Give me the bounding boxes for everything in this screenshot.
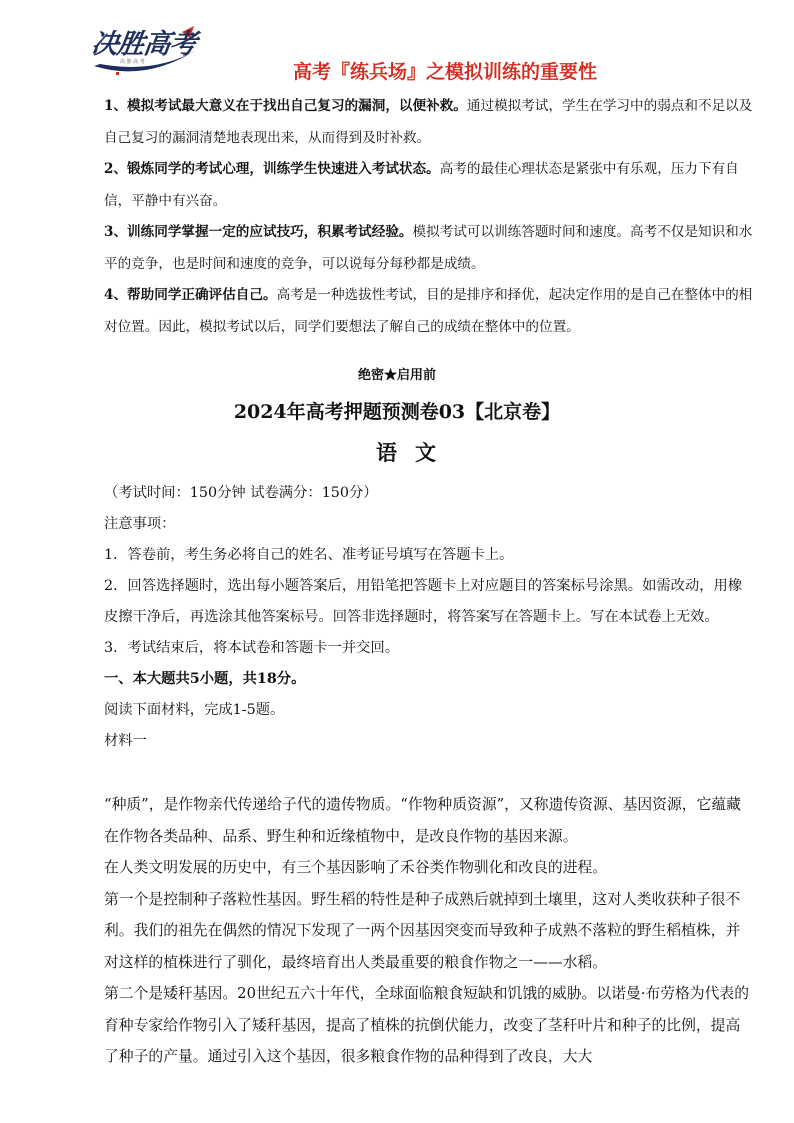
- notice-item: 1．答卷前，考生务必将自己的姓名、准考证号填写在答题卡上。: [104, 547, 514, 563]
- exam-instructions: [104, 478, 754, 757]
- material-label: 材料一: [104, 733, 147, 749]
- intro-item: 1、模拟考试最大意义在于找出自己复习的漏洞，以便补救。通过模拟考试，学生在学习中的弱点和不足以及自己复习的漏洞清楚地表现出来，从而得到及时补救。: [104, 98, 753, 146]
- paragraph: 在人类文明发展的历史中，有三个基因影响了禾谷类作物驯化和改良的进程。: [104, 859, 608, 876]
- notice-heading: 注意事项：: [104, 516, 176, 532]
- logo-text: 决胜高考: [89, 29, 198, 60]
- logo-subtext: 决 胜 高 考: [120, 59, 145, 65]
- banner-title: 高考『练兵场』之模拟训练的重要性: [292, 61, 597, 83]
- paragraph: “种质”，是作物亲代传递给子代的遗传物质。“作物种质资源”，又称遗传资源、基因资源，它蕴藏在作物各类品种、品系、野生种和近缘植物中，是改良作物的基因来源。: [104, 796, 741, 845]
- intro-item: 3、训练同学掌握一定的应试技巧，积累考试经验。模拟考试可以训练答题时间和速度。高考不仅是知识和水平的竞争，也是时间和速度的竞争，可以说每分每秒都是成绩。: [104, 224, 753, 272]
- intro-list: [104, 91, 754, 343]
- notice-item: 3．考试结束后，将本试卷和答题卡一并交回。: [104, 640, 400, 656]
- exam-title: 2024年高考押题预测卷03【北京卷】: [233, 401, 561, 423]
- material-text: [104, 789, 754, 1073]
- exam-subject: 语文: [376, 440, 454, 465]
- reading-instruction: 阅读下面材料，完成1-5题。: [104, 702, 285, 718]
- secret-label: 绝密★启用前: [357, 368, 436, 383]
- notice-item: 2．回答选择题时，选出每小题答案后，用铅笔把答题卡上对应题目的答案标号涂黑。如需改动，用橡皮擦干净后，再选涂其他答案标号。回答非选择题时，将答案写在答题卡上。写在本试卷上无效。: [104, 578, 743, 625]
- paragraph: 第一个是控制种子落粒性基因。野生稻的特性是种子成熟后就掉到土壤里，这对人类收获种子很不利。我们的祖先在偶然的情况下发现了一两个因基因突变而导致种子成熟不落粒的野生稻植株，并对这样的植株进行了驯化，最终培育出人类最重要的粮食作物之一——水稻。: [104, 890, 741, 971]
- paragraph: 第二个是矮秆基因。20世纪五六十年代，全球面临粮食短缺和饥饿的威胁。以诺曼·布劳格为代表的育种专家给作物引入了矮秆基因，提高了植株的抗倒伏能力，改变了茎秆叶片和种子的比例，提高了种子的产量。通过引入这个基因，很多粮食作物的品种得到了改良，大大: [104, 985, 750, 1065]
- intro-item: 2、锻炼同学的考试心理，训练学生快速进入考试状态。高考的最佳心理状态是紧张中有乐观，压力下有自信，平静中有兴奋。: [104, 161, 739, 209]
- intro-item: 4、帮助同学正确评估自己。高考是一种选拔性考试，目的是排序和择优，起决定作用的是自己在整体中的相对位置。因此，模拟考试以后，同学们要想法了解自己的成绩在整体中的位置。: [104, 287, 753, 335]
- time-info: （考试时间：150分钟 试卷满分：150分）: [104, 485, 378, 501]
- section-heading: 一、本大题共5小题，共18分。: [104, 671, 306, 687]
